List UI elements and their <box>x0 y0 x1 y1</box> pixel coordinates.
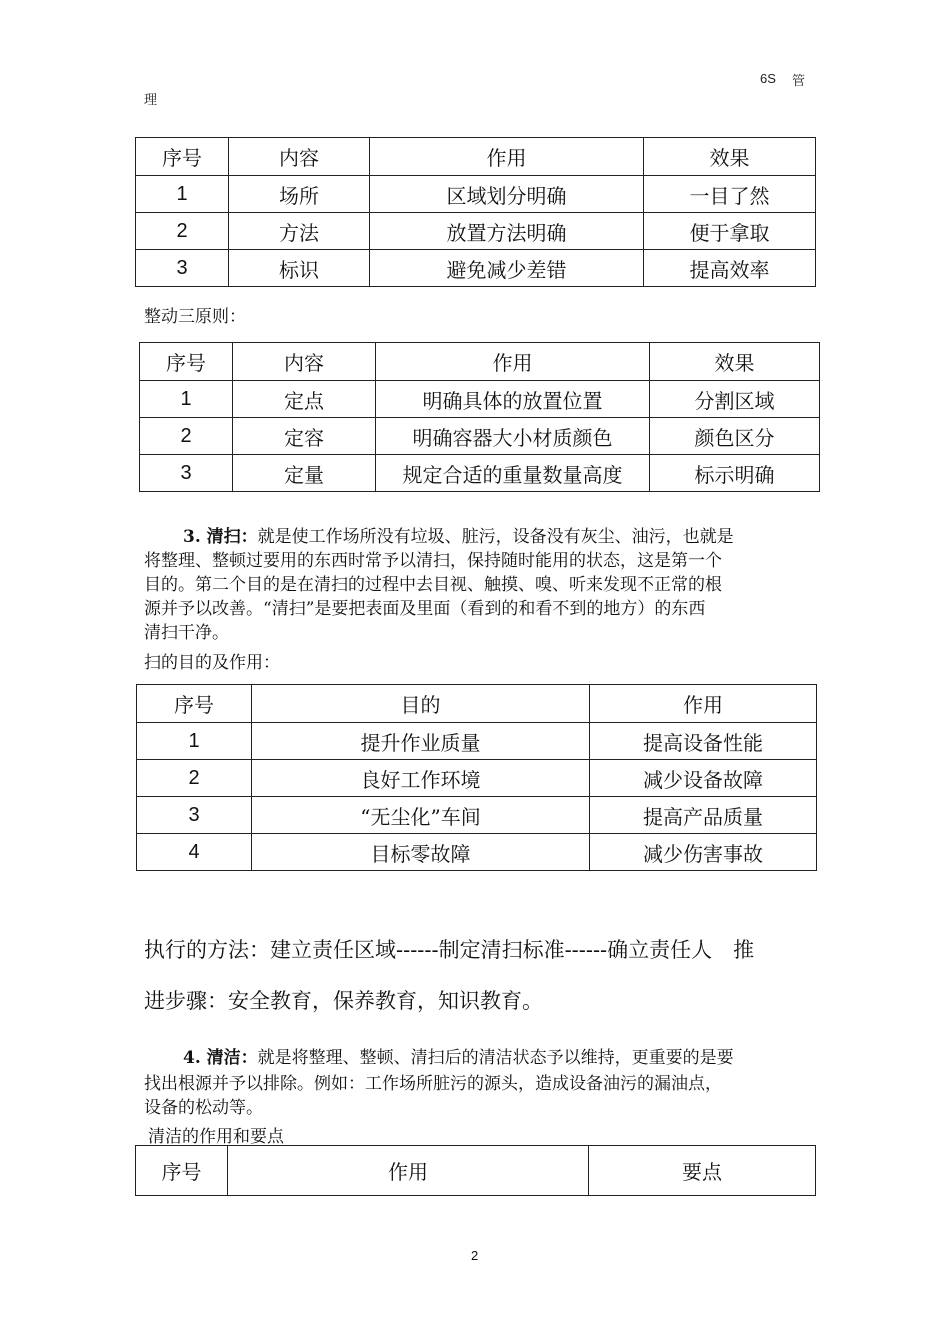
cell: 减少设备故障 <box>590 760 817 797</box>
header-cell: 效果 <box>650 343 820 381</box>
header-cell: 内容 <box>233 343 376 381</box>
table-row <box>140 418 820 455</box>
method-line1: 执行的方法：建立责任区域------制定清扫标准------确立责任人 推 <box>144 938 755 962</box>
table-row <box>137 760 817 797</box>
cell-index: 2 <box>140 418 233 455</box>
header-cell: 序号 <box>136 1146 228 1196</box>
table-placement <box>135 137 816 287</box>
header-title-part3: 理 <box>144 93 158 108</box>
label-sweep-purpose: 扫的目的及作用： <box>144 653 280 673</box>
header-title-part1: 6S <box>760 71 776 86</box>
table-row <box>137 723 817 760</box>
section3-heading: 3. 清扫： <box>183 527 258 547</box>
table-header-row <box>137 685 817 723</box>
cell-index: 1 <box>140 381 233 418</box>
table-header-row <box>140 343 820 381</box>
header-cell: 作用 <box>370 138 644 176</box>
cell: 良好工作环境 <box>252 760 590 797</box>
header-title-part2: 管 <box>792 74 806 89</box>
cell-index: 1 <box>136 176 229 213</box>
cell-index: 3 <box>137 797 252 834</box>
table-row <box>140 381 820 418</box>
section4-line2: 找出根源并予以排除。例如：工作场所脏污的源头，造成设备油污的漏油点， <box>144 1074 722 1094</box>
table-clean-purpose <box>135 1145 816 1196</box>
cell: 便于拿取 <box>644 213 816 250</box>
section3-line3: 目的。第二个目的是在清扫的过程中去目视、触摸、嗅、听来发现不正常的根 <box>144 575 722 595</box>
header-cell: 序号 <box>136 138 229 176</box>
section3-line2: 将整理、整顿过要用的东西时常予以清扫，保持随时能用的状态，这是第一个 <box>144 551 722 571</box>
cell-index: 4 <box>137 834 252 871</box>
header-cell: 序号 <box>140 343 233 381</box>
header-cell: 目的 <box>252 685 590 723</box>
section3-line5: 清扫干净。 <box>144 623 229 643</box>
cell-index: 2 <box>136 213 229 250</box>
cell: 提高产品质量 <box>590 797 817 834</box>
table-row <box>136 213 816 250</box>
table-three-principles <box>139 342 820 492</box>
cell: 提高设备性能 <box>590 723 817 760</box>
cell-index: 1 <box>137 723 252 760</box>
cell: 提升作业质量 <box>252 723 590 760</box>
table-header-row <box>136 138 816 176</box>
header-cell: 序号 <box>137 685 252 723</box>
table-row <box>137 834 817 871</box>
section3-text: 就是使工作场所没有垃圾、脏污，设备没有灰尘、油污，也就是 <box>257 527 734 547</box>
cell: 定量 <box>233 455 376 492</box>
cell: 一目了然 <box>644 176 816 213</box>
table-sweep-purpose <box>136 684 817 871</box>
cell-index: 2 <box>137 760 252 797</box>
label-clean-purpose: 清洁的作用和要点 <box>148 1127 284 1147</box>
section4-line3: 设备的松动等。 <box>144 1098 263 1118</box>
cell-index: 3 <box>140 455 233 492</box>
section3-line4: 源并予以改善。“清扫”是要把表面及里面（看到的和看不到的地方）的东西 <box>144 599 706 619</box>
cell: 目标零故障 <box>252 834 590 871</box>
cell: “无尘化”车间 <box>252 797 590 834</box>
cell: 减少伤害事故 <box>590 834 817 871</box>
cell: 定点 <box>233 381 376 418</box>
section4-heading: 4. 清洁： <box>183 1048 258 1068</box>
cell: 场所 <box>229 176 370 213</box>
section3-line1 <box>183 526 734 549</box>
cell: 区域划分明确 <box>370 176 644 213</box>
cell: 避免减少差错 <box>370 250 644 287</box>
cell: 明确容器大小材质颜色 <box>376 418 650 455</box>
header-cell: 作用 <box>590 685 817 723</box>
cell: 提高效率 <box>644 250 816 287</box>
table-row <box>137 797 817 834</box>
cell: 明确具体的放置位置 <box>376 381 650 418</box>
header-cell: 内容 <box>229 138 370 176</box>
cell: 放置方法明确 <box>370 213 644 250</box>
cell: 方法 <box>229 213 370 250</box>
header-cell: 要点 <box>589 1146 816 1196</box>
page-number: 2 <box>471 1248 479 1263</box>
label-three-principles: 整动三原则： <box>144 307 246 327</box>
table-row <box>136 176 816 213</box>
cell: 颜色区分 <box>650 418 820 455</box>
table-header-row <box>136 1146 816 1196</box>
cell-index: 3 <box>136 250 229 287</box>
table-row <box>140 455 820 492</box>
cell: 定容 <box>233 418 376 455</box>
method-line2: 进步骤：安全教育，保养教育，知识教育。 <box>144 989 543 1013</box>
section4-line1 <box>183 1047 734 1070</box>
section4-text: 就是将整理、整顿、清扫后的清洁状态予以维持，更重要的是要 <box>257 1048 734 1068</box>
table-row <box>136 250 816 287</box>
header-cell: 效果 <box>644 138 816 176</box>
header-cell: 作用 <box>376 343 650 381</box>
cell: 标识 <box>229 250 370 287</box>
cell: 规定合适的重量数量高度 <box>376 455 650 492</box>
cell: 分割区域 <box>650 381 820 418</box>
header-cell: 作用 <box>228 1146 589 1196</box>
cell: 标示明确 <box>650 455 820 492</box>
